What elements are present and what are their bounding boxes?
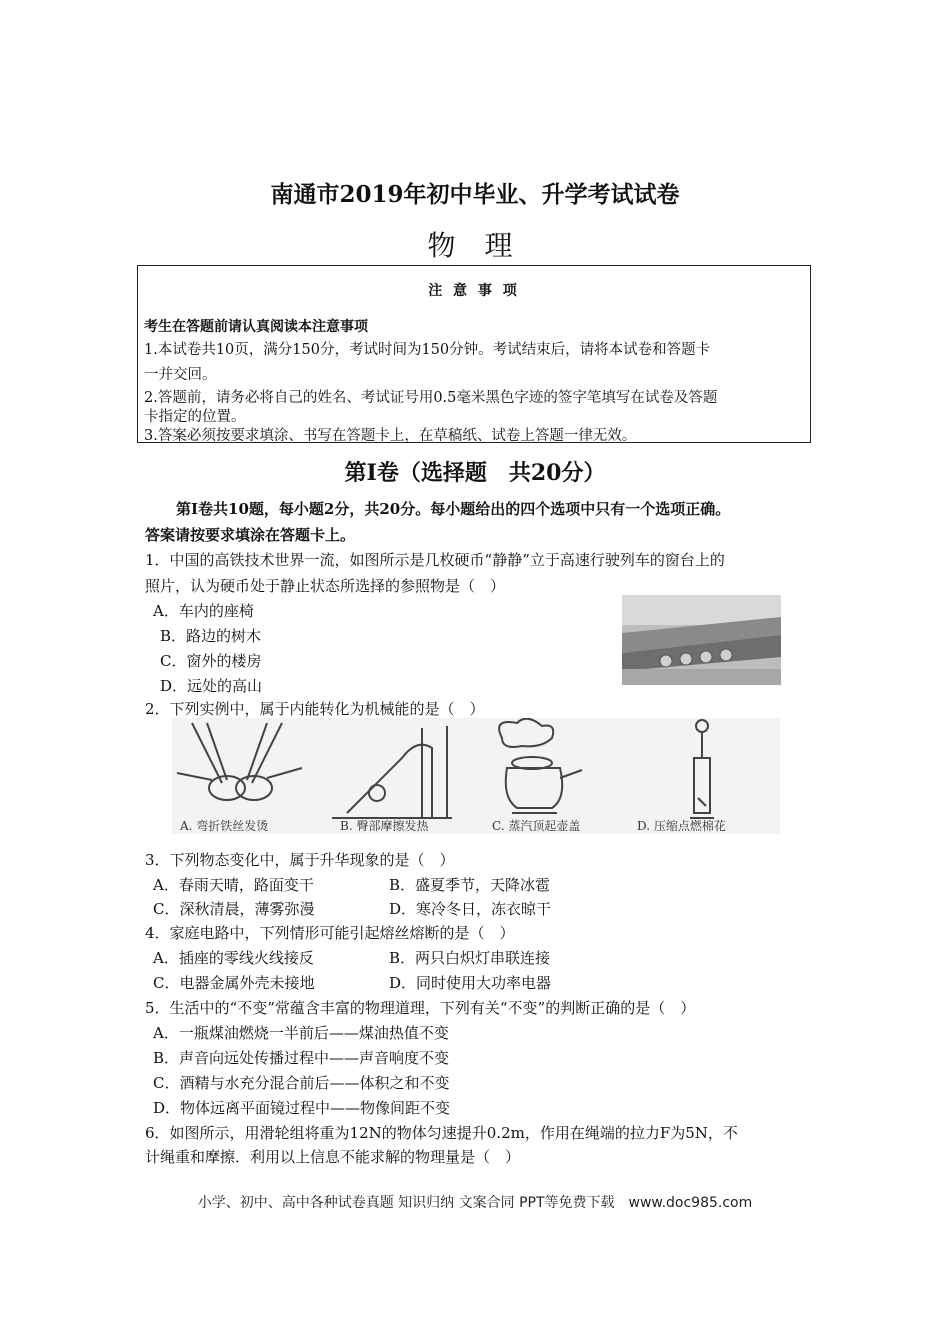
q4-option-d: D．同时使用大功率电器 [389,974,552,992]
q5-stem: 5．生活中的“不变”常蕴含丰富的物理道理，下列有关“不变”的判断正确的是（ ） [145,999,696,1017]
instructions-line-1: 第Ⅰ卷共10题，每小题2分，共20分。每小题给出的四个选项中只有一个选项正确。 [176,500,731,518]
q2-caption-b: B. 臀部摩擦发热 [340,819,429,833]
notice-box [137,265,811,443]
q1-stem: 1．中国的高铁技术世界一流，如图所示是几枚硬币“静静”立于高速行驶列车的窗台上的 [145,551,725,569]
page-footer: 小学、初中、高中各种试卷真题 知识归纳 文案合同 PPT等免费下载 www.doc985.com [197,1195,753,1211]
notice-item-1: 1.本试卷共10页，满分150分，考试时间为150分钟。考试结束后，请将本试卷和答题卡 [144,342,711,358]
q3-stem: 3．下列物态变化中，属于升华现象的是（ ） [145,851,455,869]
q1-option-c: C．窗外的楼房 [160,652,262,670]
q1-stem-cont: 照片，认为硬币处于静止状态所选择的参照物是（ ） [145,577,506,595]
q2-caption-c: C. 蒸汽顶起壶盖 [492,819,581,833]
q2-caption-a: A. 弯折铁丝发烫 [180,819,269,833]
q3-option-c: C．深秋清晨，薄雾弥漫 [153,900,315,918]
notice-subheading: 考生在答题前请认真阅读本注意事项 [144,319,368,335]
q2-caption-d: D. 压缩点燃棉花 [637,819,726,833]
q5-option-c: C．酒精与水充分混合前后——体积之和不变 [153,1074,450,1092]
q6-stem: 6．如图所示，用滑轮组将重为12N的物体匀速提升0.2m，作用在绳端的拉力F为5N，不 [145,1124,738,1142]
q4-option-b: B．两只白炽灯串联连接 [389,949,551,967]
q6-stem-cont: 计绳重和摩擦．利用以上信息不能求解的物理量是（ ） [145,1148,521,1166]
q4-stem: 4．家庭电路中，下列情形可能引起熔丝熔断的是（ ） [145,924,515,942]
notice-heading: 注 意 事 项 [428,283,520,299]
q5-option-d: D．物体远离平面镜过程中——物像间距不变 [153,1099,451,1117]
q5-option-a: A．一瓶煤油燃烧一半前后——煤油热值不变 [153,1024,449,1042]
q4-option-a: A．插座的零线火线接反 [153,949,314,967]
notice-item-1-cont: 一并交回。 [144,367,217,383]
q1-option-a: A．车内的座椅 [153,602,254,620]
q3-option-d: D．寒冷冬日，冻衣晾干 [389,900,552,918]
q3-option-a: A．春雨天晴，路面变干 [153,876,314,894]
q4-option-c: C．电器金属外壳未接地 [153,974,315,992]
q5-option-b: B．声音向远处传播过程中——声音响度不变 [153,1049,450,1067]
q3-option-b: B．盛夏季节，天降冰雹 [389,876,551,894]
q1-option-d: D．远处的高山 [160,677,263,695]
coins-on-train-photo [622,595,781,685]
subject-title: 物 理 [427,229,523,262]
q2-stem: 2．下列实例中，属于内能转化为机械能的是（ ） [145,700,485,718]
q2-illustration-strip [172,718,780,834]
notice-item-3: 3.答案必须按要求填涂、书写在答题卡上，在草稿纸、试卷上答题一律无效。 [144,428,637,444]
instructions-line-2: 答案请按要求填涂在答题卡上。 [145,526,356,544]
q1-option-b: B．路边的树木 [160,627,262,645]
notice-item-2: 2.答题前，请务必将自己的姓名、考试证号用0.5毫米黑色字迹的签字笔填写在试卷及答题 [144,390,718,406]
exam-title: 南通市2019年初中毕业、升学考试试卷 [270,181,680,208]
section-title: 第Ⅰ卷（选择题 共20分） [344,460,606,486]
notice-item-2-cont: 卡指定的位置。 [144,409,246,425]
